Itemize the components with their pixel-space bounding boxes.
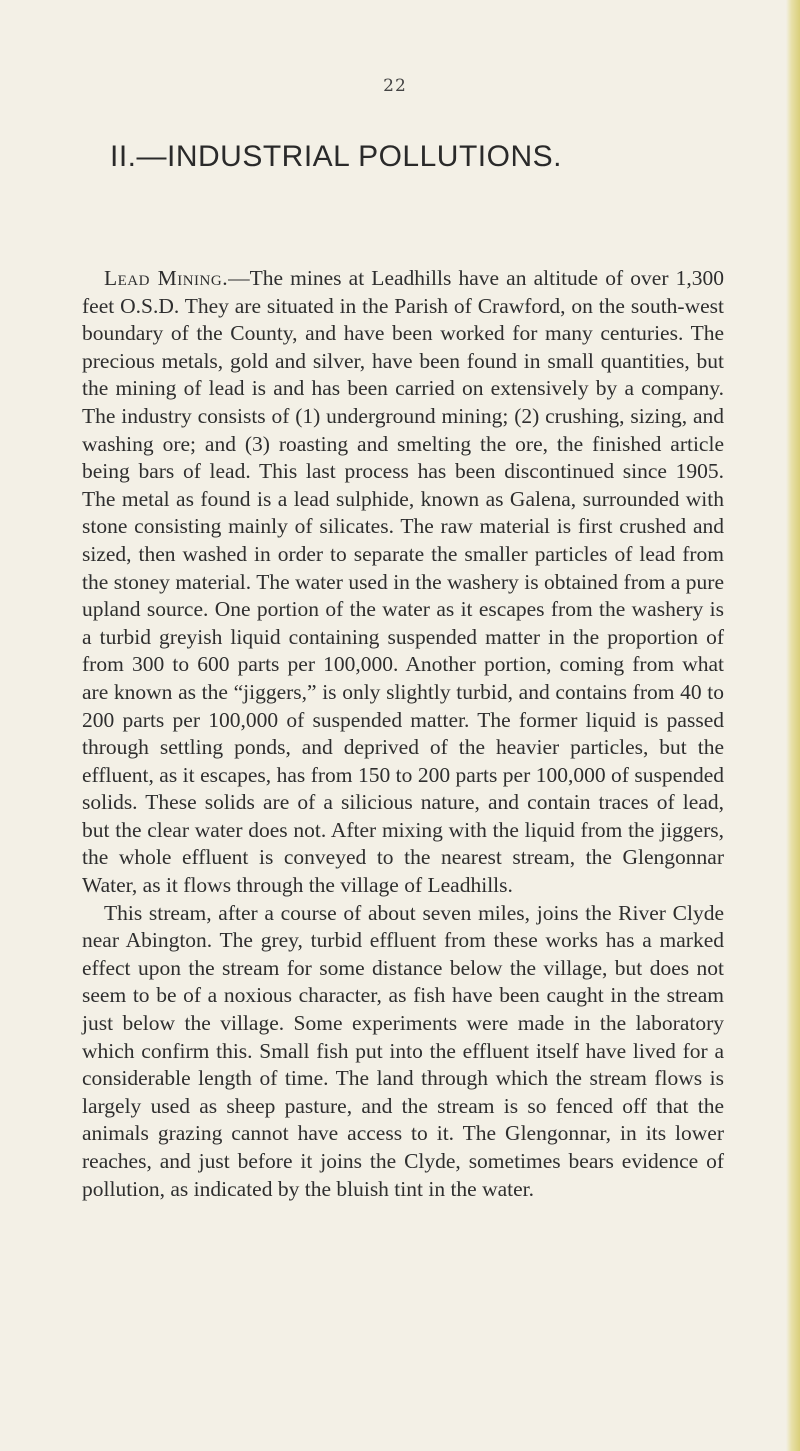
section-heading: II.—INDUSTRIAL POLLUTIONS. (110, 140, 562, 173)
paragraph-1 (82, 265, 724, 900)
paragraph-text: —The mines at Leadhills have an altitude of over 1,300 feet O.S.D. They are situated in the Parish of Crawford, on the south-west boundary of the County, and have been worked for many centuries. The precious metals, gold and silver, have been found in small quantities, but the mining of lead is and has been carried on extensively by a company. The industry consists of (1) underground mining; (2) crushing, sizing, and washing ore; and (3) roasting and smelting the ore, the finished article being bars of lead. This last process has been discontinued since 1905. The metal as found is a lead sulphide, known as Galena, surrounded with stone consisting mainly of silicates. The raw material is first crushed and sized, then washed in order to separate the smaller particles of lead from the stoney material. The water used in the washery is obtained from a pure upland source. One portion of the water as it escapes from the washery is a turbid greyish liquid containing suspended matter in the proportion of from 300 to 600 parts per 100,000. Another portion, coming from what are known as the “jiggers,” is only slightly turbid, and contains from 40 to 200 parts per 100,000 of suspended matter. The former liquid is passed through settling ponds, and deprived of the heavier particles, but the effluent, as it escapes, has from 150 to 200 parts per 100,000 of suspended solids. These solids are of a silicious nature, and contain traces of lead, but the clear water does not. After mixing with the liquid from the jiggers, the whole effluent is conveyed to the nearest stream, the Glengonnar Water, as it flows through the village of Leadhills. (82, 266, 724, 898)
page-edge-discoloration (786, 0, 800, 1451)
paragraph-2 (82, 900, 724, 1204)
paragraph-text: This stream, after a course of about seven miles, joins the River Clyde near Abington. The grey, turbid effluent from these works has a marked effect upon the stream for some distance below the village, but does not seem to be of a noxious character, as fish have been caught in the stream just below the village. Some experiments were made in the laboratory which confirm this. Small fish put into the effluent itself have lived for a considerable length of time. The land through which the stream flows is largely used as sheep pasture, and the stream is so fenced off that the animals grazing cannot have access to it. The Glengonnar, in its lower reaches, and just before it joins the Clyde, sometimes bears evidence of pollution, as indicated by the bluish tint in the water. (82, 900, 724, 1201)
paragraph-lead-in: Lead Mining. (104, 266, 229, 290)
body-text (82, 265, 724, 1203)
page-number: 22 (383, 76, 407, 96)
